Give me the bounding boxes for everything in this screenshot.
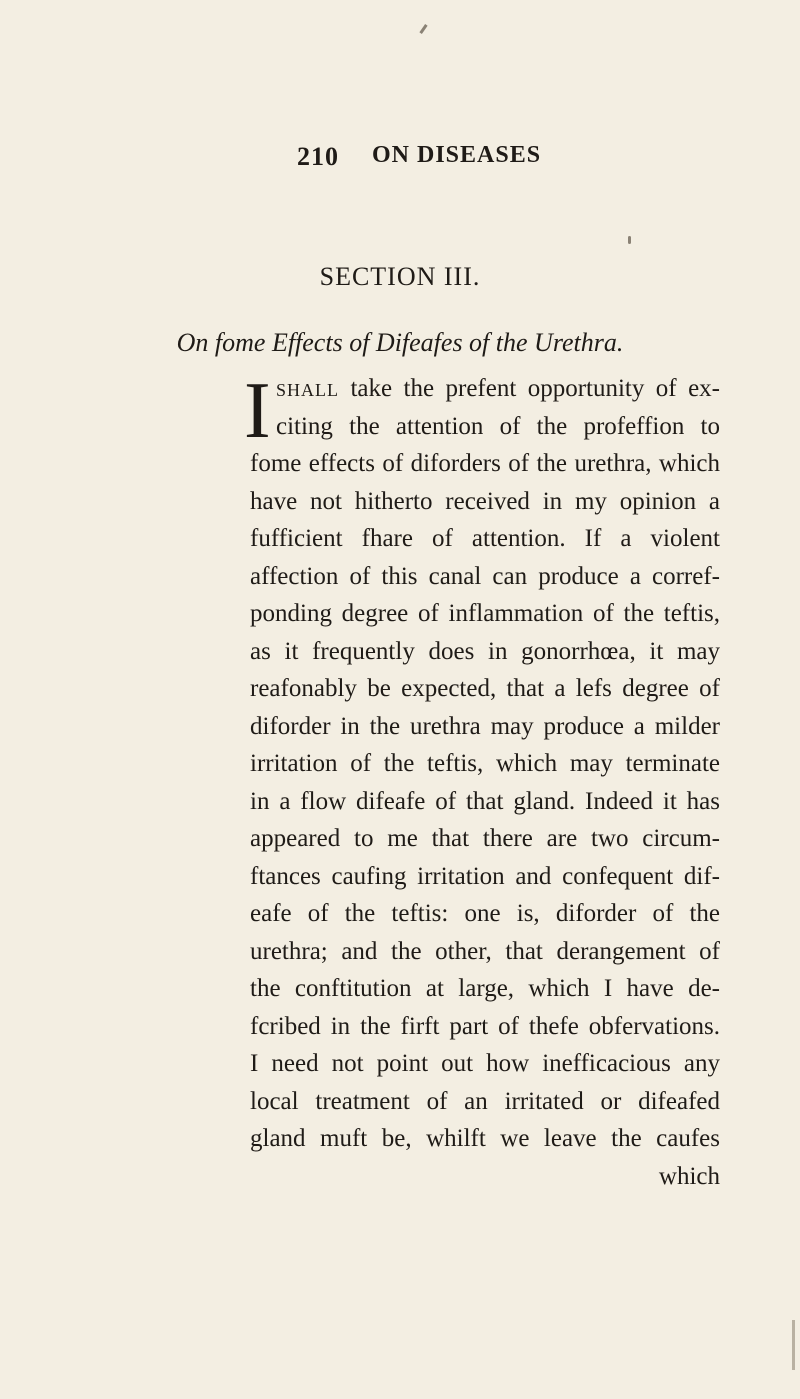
text-line: citing the attention of the profeffion to xyxy=(276,412,720,440)
text-line: appeared to me that there are two circum- xyxy=(250,825,720,852)
body-text xyxy=(244,367,720,1195)
text-line: irritation of the teftis, which may terminate xyxy=(250,750,720,777)
section-title: SECTION III. xyxy=(319,262,481,291)
drop-cap: I xyxy=(244,367,271,455)
text-line: fome effects of diforders of the urethra, which xyxy=(250,450,720,477)
text-line: the conftitution at large, which I have de- xyxy=(250,975,720,1002)
text-line: as it frequently does in gonorrhœa, it may xyxy=(250,637,720,665)
text-line: fufficient fhare of attention. If a violent xyxy=(250,525,720,552)
page-edge-mark xyxy=(792,1320,795,1370)
catchword: which xyxy=(658,1162,720,1190)
text-line-content: take the prefent opportunity of ex- xyxy=(350,375,720,402)
text-line xyxy=(250,370,720,408)
text-line: affection of this canal can produce a corref- xyxy=(250,562,720,590)
first-word: shall xyxy=(276,375,339,402)
text-line: have not hitherto received in my opinion a xyxy=(250,487,720,515)
page-header xyxy=(0,120,800,171)
text-line: in a flow difeafe of that gland. Indeed it has xyxy=(250,787,720,815)
page-number: 210 xyxy=(297,142,339,171)
text-line: reafonably be expected, that a lefs degree of xyxy=(250,675,720,702)
running-head: ON DISEASES xyxy=(372,142,542,168)
text-line: ftances caufing irritation and confequent dif- xyxy=(250,862,720,890)
text-line: I need not point out how inefficacious any xyxy=(250,1050,720,1077)
text-line: eafe of the teftis: one is, diforder of the xyxy=(250,900,720,927)
text-line: gland muft be, whilft we leave the caufes xyxy=(250,1125,720,1152)
text-line: diforder in the urethra may produce a milder xyxy=(250,712,720,740)
text-line: ponding degree of inflammation of the teftis, xyxy=(250,600,720,627)
ink-mark xyxy=(419,24,427,34)
section-subtitle: On fome Effects of Difeafes of the Urethra. xyxy=(176,328,624,357)
text-line: fcribed in the firft part of thefe obfervations. xyxy=(250,1012,720,1040)
ink-mark xyxy=(628,236,631,244)
text-line: urethra; and the other, that derangement of xyxy=(250,937,720,965)
text-line: local treatment of an irritated or difeafed xyxy=(250,1087,720,1115)
